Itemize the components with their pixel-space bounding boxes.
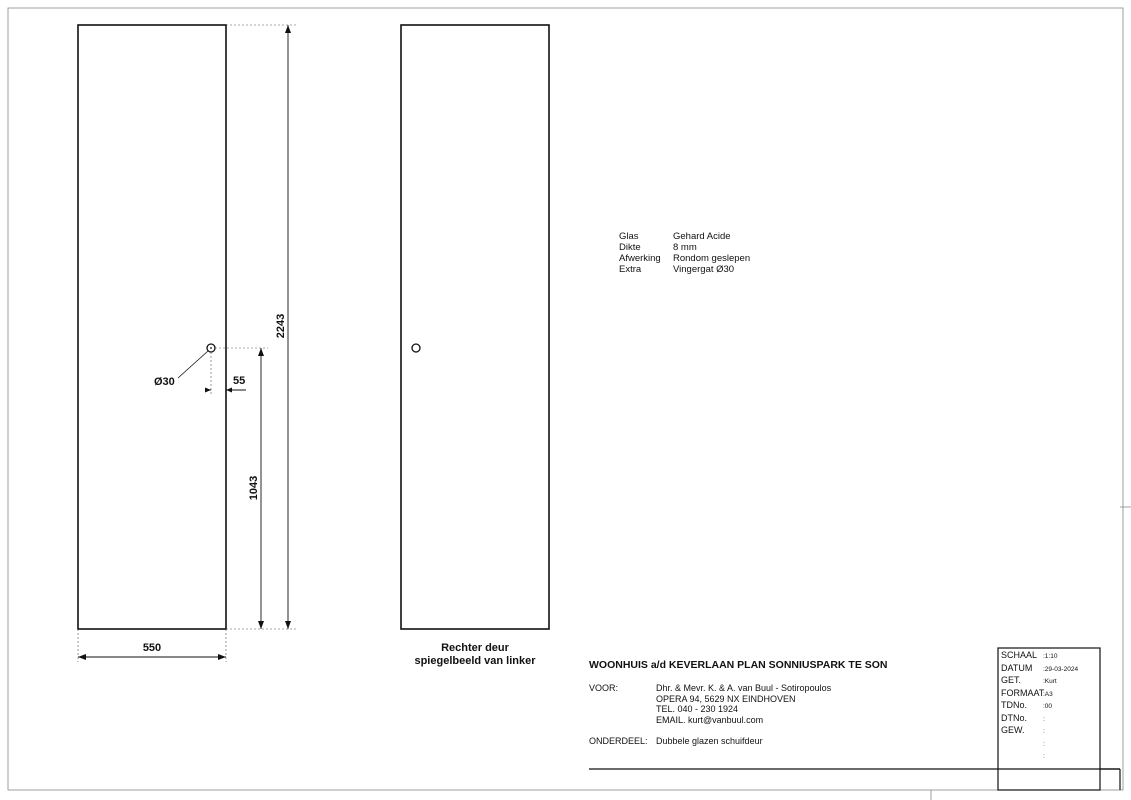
field-label: DATUM xyxy=(1001,662,1033,673)
arrow-head xyxy=(258,621,264,629)
field-row-extra xyxy=(1001,738,1078,751)
spec-label: Afwerking xyxy=(619,253,661,264)
arrow-head xyxy=(205,388,211,393)
width-dim-label: 550 xyxy=(142,642,162,654)
field-value: :29-03-2024 xyxy=(1043,665,1079,673)
left-door-outline xyxy=(78,25,226,629)
project-title: WOONHUIS a/d KEVERLAAN PLAN SONNIUSPARK TE SON xyxy=(589,659,888,671)
spec-value: Gehard Acide xyxy=(673,231,731,242)
client-name: Dhr. & Mevr. K. & A. van Buul - Sotiropoulos xyxy=(656,683,832,693)
diameter-leader-line xyxy=(178,351,208,378)
field-value: : xyxy=(1043,728,1045,735)
field-row-datum xyxy=(1001,663,1078,676)
field-label: GET. xyxy=(1001,675,1022,685)
right-door xyxy=(401,25,549,629)
field-label: SCHAAL xyxy=(1001,650,1038,660)
client-address: OPERA 94, 5629 NX EINDHOVEN xyxy=(656,693,796,704)
client-phone: TEL. 040 - 230 1924 xyxy=(656,704,739,714)
right-door-outline xyxy=(401,25,549,629)
field-label: FORMAAT xyxy=(1001,687,1045,698)
voor-label: VOOR: xyxy=(589,683,619,693)
spec-row xyxy=(619,253,750,264)
field-value: : xyxy=(1043,715,1045,723)
arrow-head xyxy=(226,388,232,393)
arrow-head xyxy=(218,654,226,660)
client-info xyxy=(656,683,831,725)
field-label: GEW. xyxy=(1001,725,1025,735)
field-row-dtno xyxy=(1001,713,1078,726)
field-value: : xyxy=(1043,753,1045,760)
spec-label: Dikte xyxy=(619,242,641,253)
right-door-finger-hole xyxy=(412,344,420,352)
spec-row xyxy=(619,242,750,253)
finger-hole-center xyxy=(210,347,212,349)
field-row-tdno xyxy=(1001,700,1078,713)
field-row-gew xyxy=(1001,725,1078,738)
hole-offset-label: 55 xyxy=(233,375,246,387)
right-door-caption-line1: Rechter deur xyxy=(441,642,509,654)
spec-table xyxy=(619,231,750,275)
spec-label: Extra xyxy=(619,264,642,275)
field-value: :1:10 xyxy=(1043,653,1058,660)
field-label: DTNo. xyxy=(1001,712,1028,723)
arrow-head xyxy=(258,348,264,356)
field-value: : xyxy=(1043,740,1045,748)
field-row-extra xyxy=(1001,750,1078,763)
field-row-schaal xyxy=(1001,650,1078,663)
field-value: :00 xyxy=(1043,703,1053,710)
spec-value: Vingergat Ø30 xyxy=(673,264,735,275)
spec-label: Glas xyxy=(619,231,639,242)
arrow-head xyxy=(285,25,291,33)
left-door xyxy=(78,25,226,629)
spec-value: 8 mm xyxy=(673,242,697,253)
title-block-fields xyxy=(1001,650,1078,763)
onderdeel-value: Dubbele glazen schuifdeur xyxy=(656,736,763,746)
hole-height-dim-label: 1043 xyxy=(248,475,260,501)
field-label: TDNo. xyxy=(1001,700,1028,710)
field-row-formaat xyxy=(1001,688,1078,701)
right-door-caption-line2: spiegelbeeld van linker xyxy=(414,655,536,667)
spec-row xyxy=(619,231,750,242)
arrow-head xyxy=(285,621,291,629)
right-door-caption xyxy=(395,642,555,668)
sheet-border xyxy=(8,8,1123,790)
onderdeel-label: ONDERDEEL: xyxy=(589,736,648,746)
field-value: :Kurt xyxy=(1043,678,1057,685)
field-value: :A3 xyxy=(1043,690,1053,698)
arrow-head xyxy=(78,654,86,660)
spec-row xyxy=(619,264,750,275)
field-row-get xyxy=(1001,675,1078,688)
hole-diameter-label: Ø30 xyxy=(154,376,175,388)
client-email: EMAIL. kurt@vanbuul.com xyxy=(656,714,764,725)
spec-value: Rondom geslepen xyxy=(673,253,751,264)
height-dim-label: 2243 xyxy=(275,313,287,339)
